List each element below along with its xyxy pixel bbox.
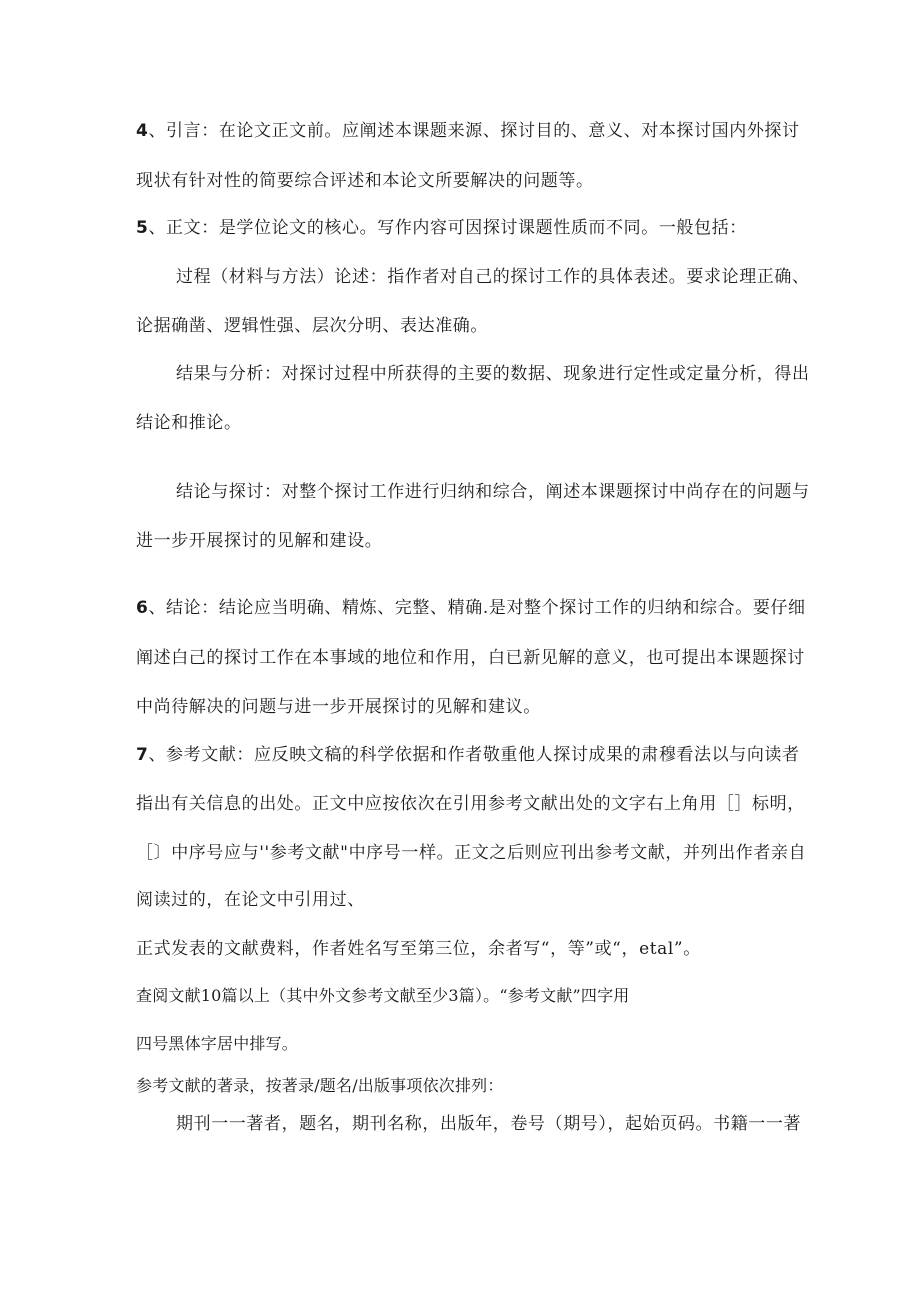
section-7-line-5: 正式发表的文献费料，作者姓名写至第三位，余者写“，等”或“，etal”。 xyxy=(136,939,701,959)
section-text: 、正文：是学位论文的核心。写作内容可因探讨课题性质而不同。一般包括： xyxy=(148,218,747,238)
section-number: 7 xyxy=(136,745,149,765)
section-number: 5 xyxy=(136,218,149,238)
section-5-para-1-line-1: 过程（材料与方法）论述：指作者对自己的探讨工作的具体表述。要求论理正确、 xyxy=(176,267,810,287)
section-6-line-1 xyxy=(136,597,806,619)
section-5-line-1 xyxy=(136,217,747,239)
section-7-line-9: 期刊一一著者，题名，期刊名称，出版年，卷号（期号），起始页码。书籍一一著 xyxy=(176,1114,802,1134)
section-4-line-2: 现状有针对性的简要综合评述和本论文所要解决的问题等。 xyxy=(136,171,594,191)
section-7-line-7: 四号黑体字居中排写。 xyxy=(136,1034,299,1053)
section-7-line-1 xyxy=(136,744,800,766)
section-text: 、参考文献：应反映文稿的科学依据和作者敬重他人探讨成果的肃穆看法以与向读者 xyxy=(148,745,800,765)
section-text: 、引言：在论文正文前。应阐述本课题来源、探讨目的、意义、对本探讨国内外探讨 xyxy=(148,121,800,141)
section-6-line-2: 阐述白己的探讨工作在本事域的地位和作用，白已新见解的意义，也可提出本课题探讨 xyxy=(136,648,805,668)
section-5-para-2-line-1: 结果与分析：对探讨过程中所获得的主要的数据、现象进行定性或定量分析，得出 xyxy=(176,364,810,384)
section-5-para-3-line-2: 进一步开展探讨的见解和建设。 xyxy=(136,531,383,551)
section-text: 、结论：结论应当明确、精炼、完整、精确.是对整个探讨工作的归纳和综合。要仔细 xyxy=(148,598,806,618)
section-7-line-8: 参考文献的著录，按著录/题名/出版事项依次排列： xyxy=(136,1076,504,1095)
section-7-line-4: 阅读过的，在论文中引用过、 xyxy=(136,890,365,910)
section-5-para-2-line-2: 结论和推论。 xyxy=(136,413,242,433)
section-7-line-3: ［〕中序号应与''参考文献"中序号一样。正文之后则应刊出参考文献，并列出作者亲自 xyxy=(136,843,807,863)
section-7-line-6: 查阅文献10篇以上（其中外文参考文献至少3篇）。“参考文献”四字用 xyxy=(136,986,630,1005)
section-6-line-3: 中尚待解决的问题与进一步开展探讨的见解和建议。 xyxy=(136,697,541,717)
section-5-para-1-line-2: 论据确凿、逻辑性强、层次分明、表达准确。 xyxy=(136,316,488,336)
section-5-para-3-line-1: 结论与探讨：对整个探讨工作进行归纳和综合，阐述本课题探讨中尚存在的问题与 xyxy=(176,482,810,502)
section-4-line-1 xyxy=(136,120,800,142)
section-7-line-2: 指出有关信息的出处。正文中应按依次在引用参考文献出处的文字右上角用［］标明， xyxy=(136,794,805,814)
section-number: 4 xyxy=(136,121,149,141)
section-number: 6 xyxy=(136,598,149,618)
